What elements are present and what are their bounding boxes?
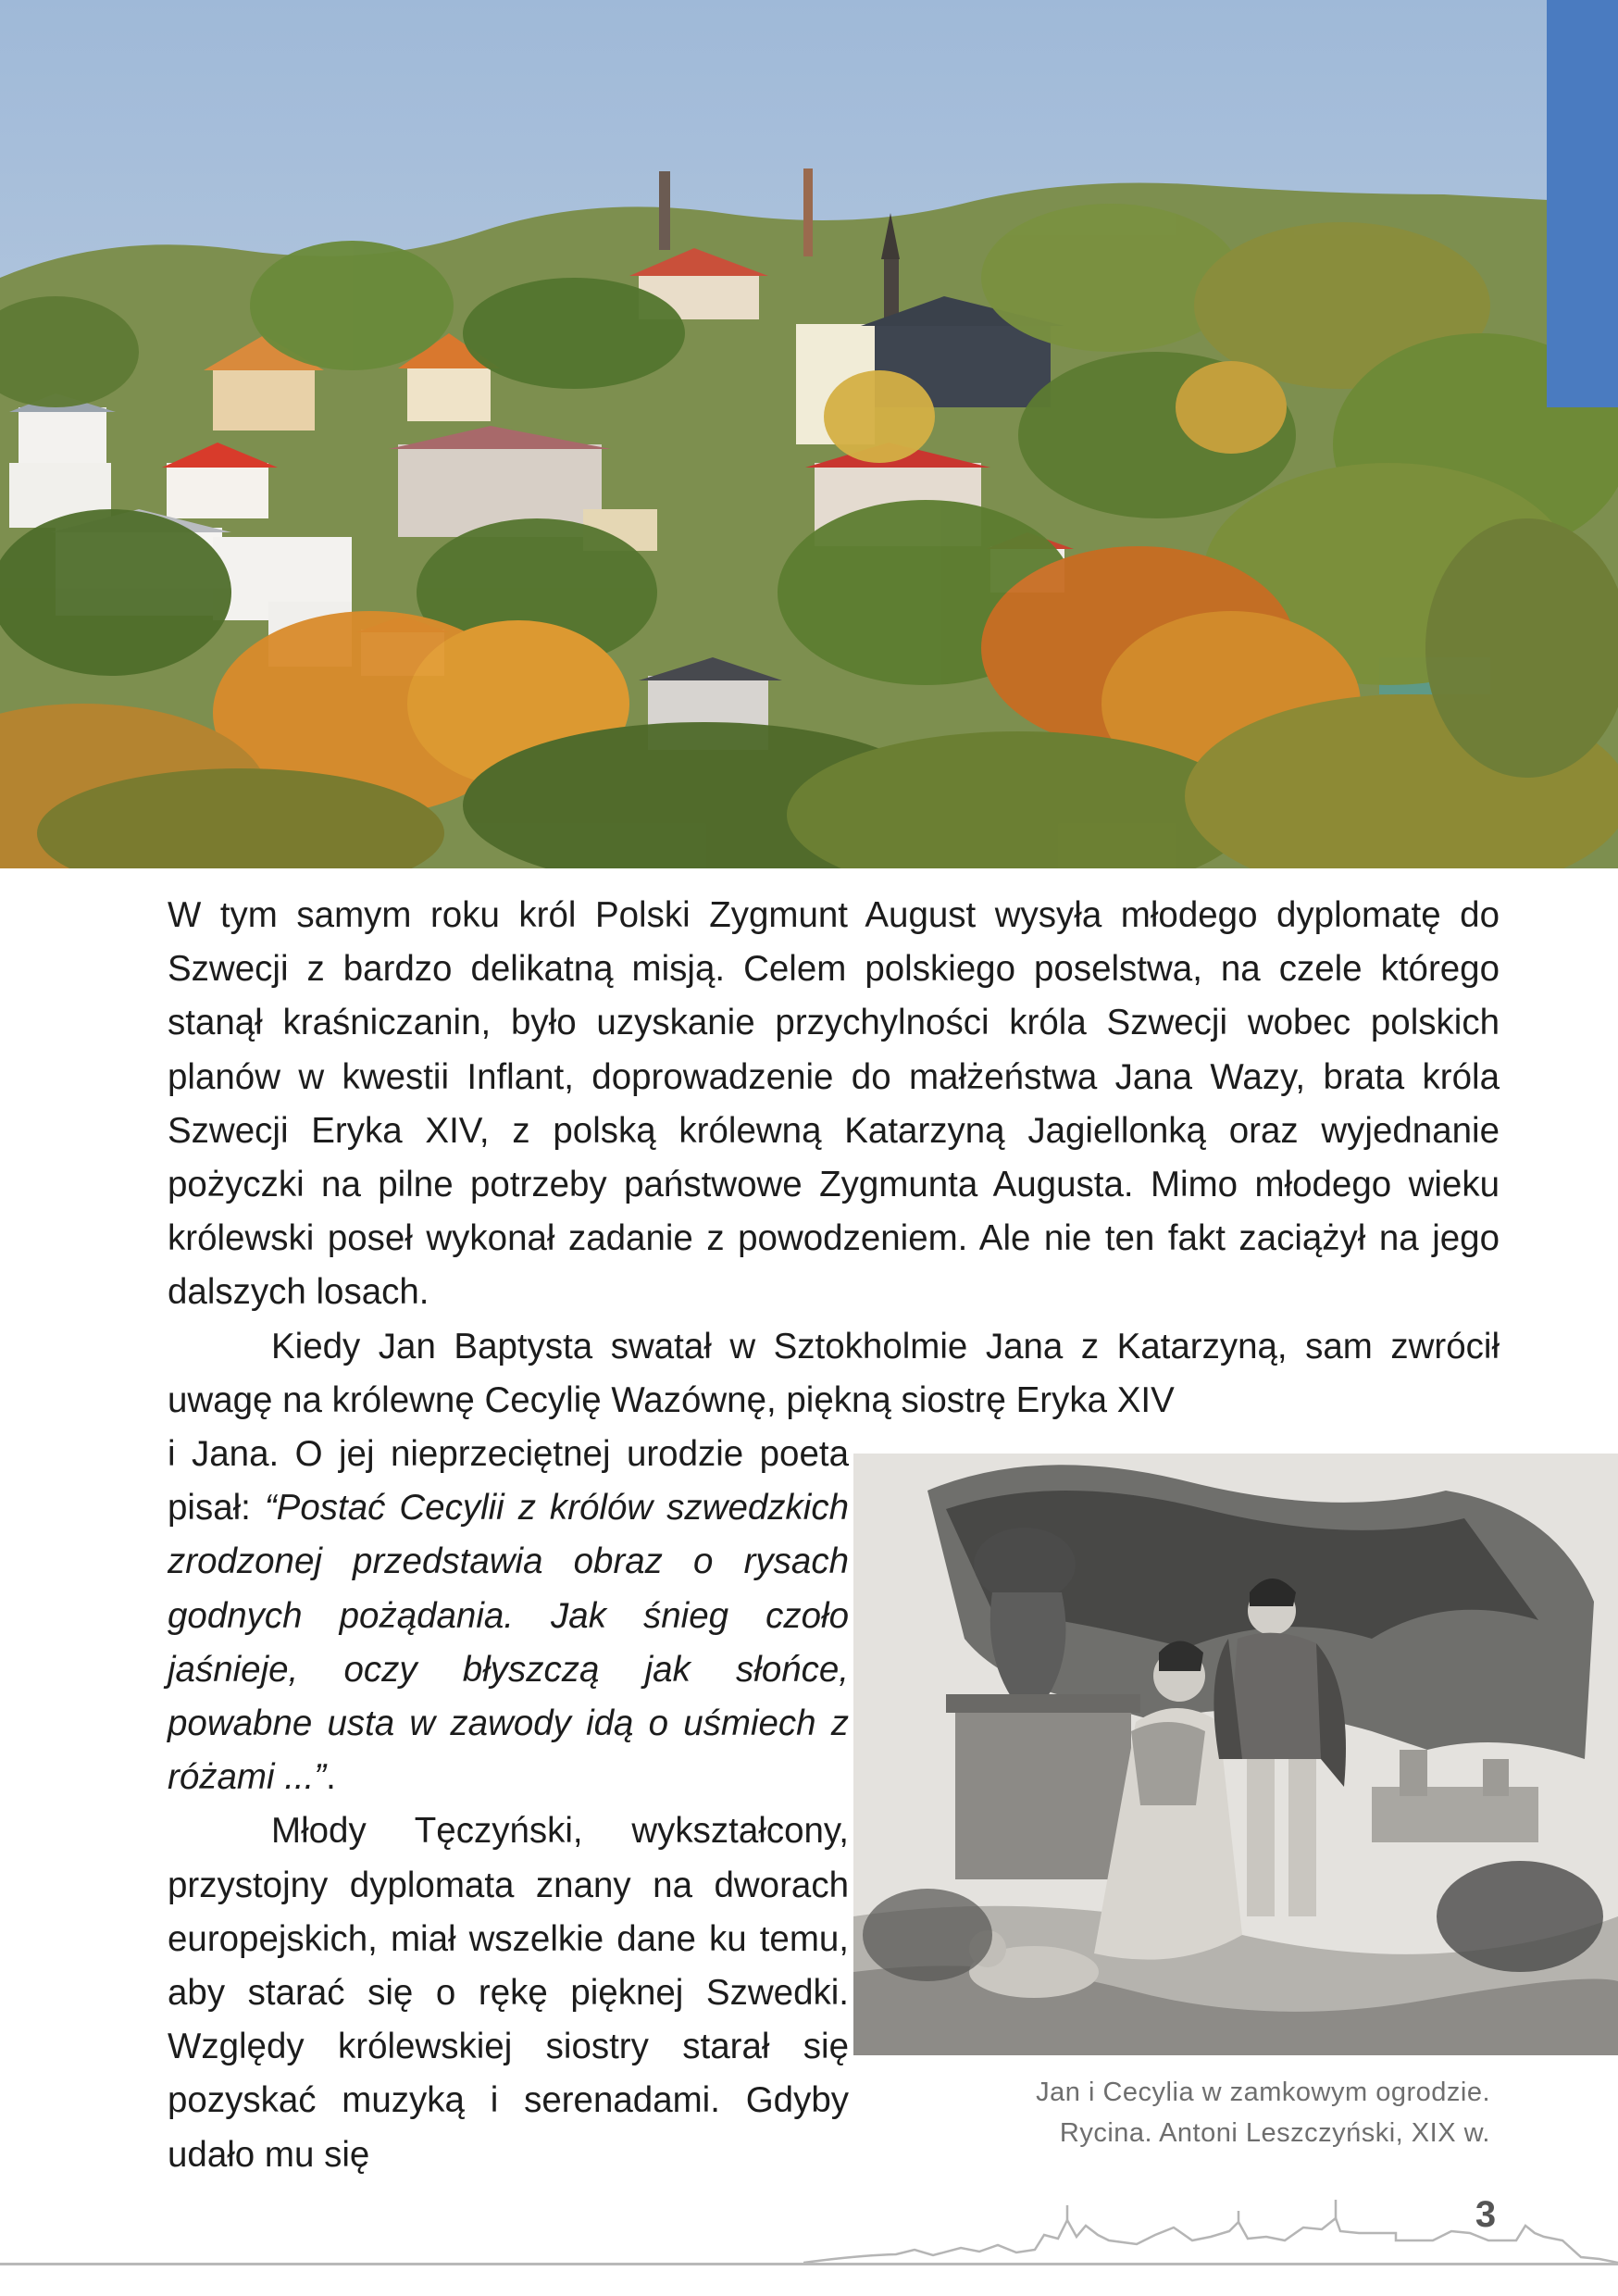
caption-line-1: Jan i Cecylia w zamkowym ogrodzie. <box>1036 2078 1490 2107</box>
column-text-block <box>168 1428 849 2182</box>
chapter-tab-marker <box>1547 0 1618 407</box>
paragraph-2: Kiedy Jan Baptysta swatał w Sztokholmie Jana z Katarzyną, sam zwrócił uwagę na królewnę Cecylię Wazównę, piękną siostrę Eryka XIV <box>168 1326 1500 1420</box>
poet-quote: “Postać Cecylii z królów szwedzkich zrodzonej przedstawia obraz o rysach godnych pożądania. Jak śnieg czoło jaśnieje, oczy błyszczą jak słońce, powabne usta w zawody idą o uśmiech z różami ...” <box>168 1488 849 1798</box>
main-text-block <box>168 889 1500 1428</box>
engraving-illustration <box>853 1454 1618 2055</box>
town-panorama-photo <box>0 0 1618 868</box>
caption-line-2: Rycina. Antoni Leszczyński, XIX w. <box>1059 2118 1490 2148</box>
footer-rule <box>0 2263 1618 2265</box>
quote-paragraph <box>168 1428 849 1804</box>
paragraph-3: Młody Tęczyński, wykształcony, przystojny dyplomata znany na dworach europejskich, miał wszelkie dane ku temu, aby starać się o rękę pięknej Szwedki. Względy królewskiej siostry starał się pozyskać muzyką i serenadami. Gdyby udało mu się <box>168 1811 849 2175</box>
page-number: 3 <box>1475 2194 1497 2235</box>
quote-end: . <box>326 1757 336 1798</box>
quote-lead: i Jana. O jej nieprzeciętnej urodzie poeta pisał: <box>168 1434 849 1529</box>
paragraph-1: W tym samym roku król Polski Zygmunt August wysyła młodego dyplomatę do Szwecji z bardzo delikatną misją. Celem polskiego poselstwa, na czele którego stanął kraśniczanin, było uzyskanie przychylności króla Szwecji wobec polskich planów w kwestii Inflant, doprowadzenie do małżeństwa Jana Wazy, brata króla Szwecji Eryka XIV, z polską królewną Katarzyną Jagiellonką oraz wyjednanie pożyczki na pilne potrzeby państwowe Zygmunta Augusta. Mimo młodego wieku królewski poseł wykonał zadanie z powodzeniem. Ale nie ten fakt zaciążył na jego dalszych losach. <box>168 895 1500 1313</box>
